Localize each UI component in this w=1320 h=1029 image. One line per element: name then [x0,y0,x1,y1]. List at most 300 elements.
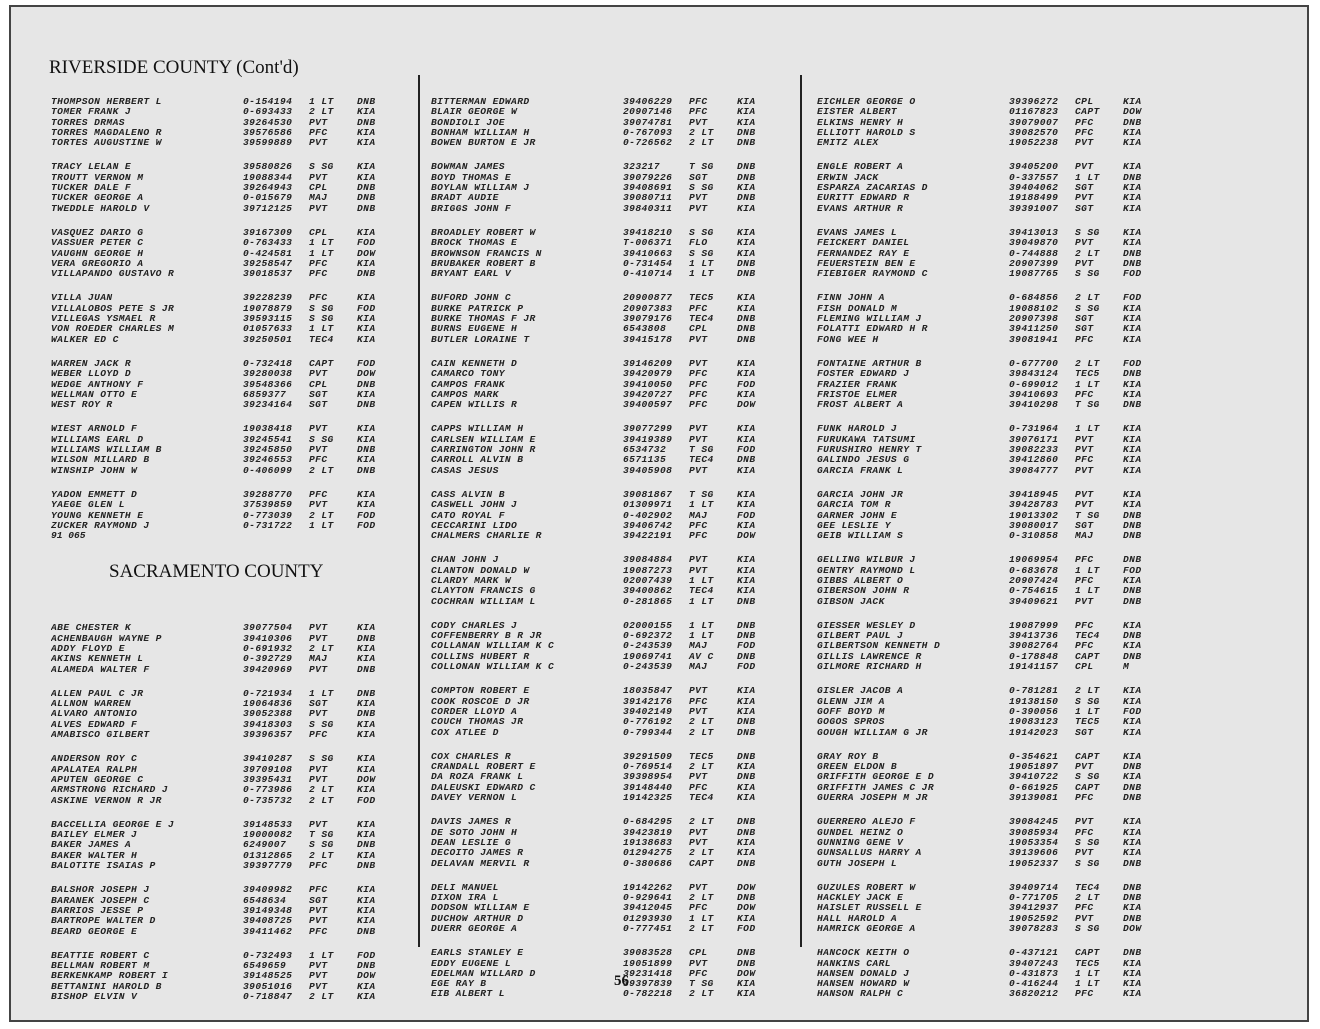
roster-entry [817,455,1157,465]
status-code: KIA [737,912,756,924]
serial-number: 0-692372 [623,630,673,642]
roster-entry [431,641,771,651]
roster-entry [817,335,1157,345]
status-code: KIA [737,106,756,118]
serial-number: 39079007 [1009,116,1059,128]
entry-group [431,686,771,737]
serial-number: 39400862 [623,585,673,597]
serial-number: 20907399 [1009,257,1059,269]
status-code: KIA [1123,902,1142,914]
serial-number: 19069954 [1009,554,1059,566]
rank: MAJ [1075,530,1094,542]
serial-number: 0-015679 [243,192,293,204]
roster-entry [431,752,771,762]
rank: 1 LT [1075,171,1100,183]
rank: TEC5 [689,750,714,762]
serial-number: 0-243539 [623,661,673,673]
soldier-name: EDELMAN WILLARD D [431,968,536,979]
soldier-name: APUTEN GEORGE C [51,774,144,785]
serial-number: 39410663 [623,247,673,259]
rank: PVT [309,980,328,992]
roster-entry [817,859,1157,869]
roster-entry [431,304,771,314]
serial-number: 39405200 [1009,161,1059,173]
status-code: DNB [737,595,756,607]
entry-group [817,817,1157,868]
serial-number: 0-437121 [1009,947,1059,959]
rank: S SG [1075,226,1100,238]
page-number: 56 [614,973,629,989]
soldier-name: WEDGE ANTHONY F [51,379,144,390]
status-code: KIA [737,499,756,511]
entry-group [817,686,1157,737]
rank: SGT [1075,323,1094,335]
status-code: KIA [357,698,376,710]
serial-number: 0-776192 [623,716,673,728]
serial-number: 39049870 [1009,237,1059,249]
roster-entry [431,859,771,869]
serial-number: 0-781281 [1009,685,1059,697]
soldier-name: DIXON IRA L [431,893,499,904]
serial-number: 39079176 [623,313,673,325]
rank: 2 LT [309,784,334,796]
roster-entry [431,424,771,434]
status-code: KIA [1123,967,1142,979]
status-code: DNB [1123,399,1142,411]
roster-column-3 [817,97,1157,1014]
status-code: KIA [357,753,376,765]
rank: FLO [689,237,708,249]
roster-entry [431,369,771,379]
status-code: DNB [737,268,756,280]
rank: PVT [1075,257,1094,269]
roster-entry [817,466,1157,476]
status-code: KIA [1123,302,1142,314]
status-code: KIA [737,519,756,531]
serial-number: 0-731454 [623,257,673,269]
roster-page [9,5,1309,1022]
soldier-name: GIBERSON JOHN R [817,586,910,597]
serial-number: 39419389 [623,433,673,445]
soldier-name: WALKER ED C [51,334,119,345]
soldier-name: CASAS JESUS [431,465,499,476]
soldier-name: BROCK THOMAS E [431,238,518,249]
roster-entry [817,969,1157,979]
serial-number: 36820212 [1009,988,1059,1000]
status-code: FOD [1123,292,1142,304]
serial-number: 19087999 [1009,619,1059,631]
status-code: KIA [1123,202,1142,214]
status-code: KIA [1123,444,1142,456]
soldier-name: CLARDY MARK W [431,575,512,586]
serial-number: 39148533 [243,818,293,830]
rank: S SG [689,182,714,194]
rank: CPL [309,182,328,194]
status-code: DNB [737,333,756,345]
soldier-name: BALOTITE ISAIAS P [51,861,156,872]
serial-number: 39228239 [243,292,293,304]
rank: PVT [689,116,708,128]
roster-entry [431,576,771,586]
status-code: DOW [737,881,756,893]
roster-entry [431,249,771,259]
serial-number: 39082233 [1009,444,1059,456]
roster-entry [817,445,1157,455]
rank: AV C [689,650,714,662]
status-code: DNB [357,708,376,720]
rank: 1 LT [309,96,334,107]
rank: PVT [689,192,708,204]
roster-column-1 [51,97,391,1016]
status-code: KIA [357,829,376,841]
status-code: DNB [737,323,756,335]
serial-number: 39840311 [623,202,673,214]
roster-entry [431,466,771,476]
status-code: KIA [357,388,376,400]
serial-number: 01057633 [243,323,293,335]
status-code: KIA [737,202,756,214]
status-code: KIA [357,884,376,896]
rank: CAPT [1075,106,1100,118]
rank: PFC [309,126,328,138]
roster-entry [817,979,1157,989]
soldier-name: COX ATLEE D [431,727,499,738]
soldier-name: GUTH JOSEPH L [817,858,898,869]
soldier-name: ASKINE VERNON R JR [51,795,162,806]
status-code: DNB [357,632,376,644]
status-code: KIA [1123,333,1142,345]
status-code: KIA [737,357,756,369]
rank: CPL [309,226,328,238]
rank: TEC5 [1075,957,1100,969]
soldier-name: WIEST ARNOLD F [51,424,138,435]
soldier-name: WILSON MILLARD B [51,455,150,466]
roster-entry [817,566,1157,576]
status-code: KIA [357,226,376,238]
serial-number: 39404062 [1009,182,1059,194]
serial-number: 0-416244 [1009,978,1059,990]
soldier-name: EISTER ALBERT [817,107,898,118]
serial-number: 39576586 [243,126,293,138]
serial-number: 39410306 [243,632,293,644]
status-code: KIA [357,653,376,665]
rank: PVT [1075,499,1094,511]
status-code: KIA [357,763,376,775]
serial-number: 39420969 [243,663,293,675]
roster-entry [817,490,1157,500]
serial-number: 19052592 [1009,912,1059,924]
serial-number: 0-773039 [243,509,293,521]
roster-entry [431,621,771,631]
status-code: KIA [1123,464,1142,476]
soldier-name: GISLER JACOB A [817,686,904,697]
serial-number: 39079226 [623,171,673,183]
rank: PVT [309,818,328,830]
entry-group [817,293,1157,344]
rank: 2 LT [309,794,334,806]
status-code: FOD [737,444,756,456]
status-code: KIA [1123,182,1142,194]
roster-entry [817,783,1157,793]
serial-number: 20907146 [623,106,673,118]
soldier-name: HANCOCK KEITH O [817,948,910,959]
serial-number: 0-691932 [243,642,293,654]
serial-number: 39149348 [243,904,293,916]
rank: PFC [1075,574,1094,586]
entry-group [51,293,391,344]
soldier-name: ELLIOTT HAROLD S [817,127,916,138]
serial-number: 39410050 [623,378,673,390]
rank: CPL [689,947,708,959]
entry-group [817,228,1157,279]
roster-entry [51,249,391,259]
rank: 1 LT [689,595,714,607]
status-code: KIA [357,323,376,335]
serial-number: 0-354621 [1009,750,1059,762]
serial-number: 39139606 [1009,847,1059,859]
status-code: DNB [357,663,376,675]
status-code: FOD [357,357,376,369]
status-code: DNB [737,619,756,631]
rank: 1 LT [689,912,714,924]
soldier-name: ESPARZA ZACARIAS D [817,183,928,194]
soldier-name: HANSEN DONALD J [817,968,910,979]
rank: PVT [309,663,328,675]
serial-number: 39408725 [243,915,293,927]
rank: PVT [1075,444,1094,456]
entry-group [431,293,771,344]
soldier-name: CAMPOS FRANK [431,379,505,390]
roster-entry [817,500,1157,510]
status-code: KIA [737,182,756,194]
roster-entry [431,380,771,390]
rank: S SG [1075,302,1100,314]
serial-number: 19083123 [1009,716,1059,728]
serial-number: 39146209 [623,357,673,369]
serial-number: 39412045 [623,902,673,914]
rank: 2 LT [689,847,714,859]
soldier-name: BARANEK JOSEPH C [51,895,150,906]
status-code: KIA [357,126,376,138]
status-code: KIA [1123,237,1142,249]
roster-entry [817,359,1157,369]
rank: CPL [1075,96,1094,107]
status-code: KIA [737,705,756,717]
riverside-roster [51,97,391,531]
rank: PFC [309,292,328,304]
serial-number: 39409714 [1009,881,1059,893]
rank: S SG [1075,771,1100,783]
roster-entry [51,269,391,279]
serial-number: 39411462 [243,925,293,937]
status-code: KIA [357,729,376,741]
rank: T SG [689,978,714,990]
soldier-name: VAUGHN GEORGE H [51,248,144,259]
roster-entry [817,521,1157,531]
status-code: KIA [1123,488,1142,500]
soldier-name: GELLING WILBUR J [817,555,916,566]
rank: 2 LT [309,849,334,861]
roster-entry [51,511,391,521]
rank: TEC4 [689,313,714,325]
rank: PFC [1075,454,1094,466]
rank: PVT [689,881,708,893]
entry-group [431,424,771,475]
soldier-name: GARNER JOHN E [817,510,898,521]
roster-entry [431,435,771,445]
serial-number: 19138150 [1009,695,1059,707]
serial-number: 01309971 [623,499,673,511]
serial-number: 39051016 [243,980,293,992]
soldier-name: ACHENBAUGH WAYNE P [51,633,162,644]
soldier-name: TROUTT VERNON M [51,172,144,183]
roster-entry [431,979,771,989]
serial-number: 39412860 [1009,454,1059,466]
soldier-name: CLAYTON FRANCIS G [431,586,536,597]
entry-group [817,359,1157,410]
soldier-name: COLLANAN WILLIAM K C [431,641,555,652]
roster-entry [431,390,771,400]
status-code: DNB [357,192,376,204]
rank: TEC4 [689,585,714,597]
roster-entry [431,173,771,183]
serial-number: 39405908 [623,464,673,476]
soldier-name: ERWIN JACK [817,172,879,183]
rank: CPL [689,323,708,335]
soldier-name: ALVARO ANTONIO [51,709,138,720]
serial-number: 02007439 [623,574,673,586]
serial-number: 19087765 [1009,268,1059,280]
serial-number: 39018537 [243,268,293,280]
status-code: KIA [737,226,756,238]
status-code: DNB [1123,585,1142,597]
status-code: DNB [737,171,756,183]
entry-group [431,228,771,279]
serial-number: 0-684856 [1009,292,1059,304]
status-code: KIA [1123,640,1142,652]
soldier-name: COUCH THOMAS JR [431,717,524,728]
soldier-name: GRAY ROY B [817,751,879,762]
rank: SGT [1075,726,1094,738]
soldier-name: ANDERSON ROY C [51,754,138,765]
status-code: KIA [1123,978,1142,990]
serial-number: 19053354 [1009,836,1059,848]
serial-number: 39410693 [1009,388,1059,400]
soldier-name: BACCELLIA GEORGE E J [51,819,175,830]
roster-entry [817,304,1157,314]
serial-number: 0-390056 [1009,705,1059,717]
serial-number: 0-392729 [243,653,293,665]
roster-entry [817,249,1157,259]
serial-number: 0-731964 [1009,423,1059,435]
rank: PVT [309,171,328,183]
roster-entry [51,896,391,906]
status-code: KIA [357,488,376,500]
roster-entry [431,903,771,913]
soldier-name: ALVES EDWARD F [51,719,138,730]
rank: 2 LT [1075,357,1100,369]
entry-group [431,948,771,999]
rank: TEC4 [689,792,714,804]
rank: 2 LT [689,816,714,828]
rank: 1 LT [309,247,334,259]
serial-number: 0-699012 [1009,378,1059,390]
roster-entry [51,490,391,500]
rank: PVT [1075,912,1094,924]
roster-entry [817,924,1157,934]
status-code: DOW [357,368,376,380]
serial-number: 19088102 [1009,302,1059,314]
roster-entry [431,566,771,576]
serial-number: 19088344 [243,171,293,183]
soldier-name: HANSEN HOWARD W [817,979,910,990]
soldier-name: VON ROEDER CHARLES M [51,324,175,335]
status-code: DNB [737,454,756,466]
soldier-name: HANSON RALPH C [817,989,904,1000]
serial-number: 19000082 [243,829,293,841]
soldier-name: WARREN JACK R [51,358,132,369]
serial-number: 39080017 [1009,519,1059,531]
roster-entry [817,531,1157,541]
rank: PFC [689,530,708,542]
status-code: KIA [357,333,376,345]
rank: PVT [309,137,328,149]
serial-number: 0-406099 [243,464,293,476]
soldier-name: GILBERT PAUL J [817,631,904,642]
status-code: DNB [1123,792,1142,804]
serial-number: 0-380686 [623,857,673,869]
rank: PFC [689,378,708,390]
roster-entry [431,924,771,934]
roster-entry [51,183,391,193]
status-code: KIA [737,685,756,697]
roster-entry [51,992,391,1002]
serial-number: 39081867 [623,488,673,500]
rank: T SG [1075,399,1100,411]
roster-entry [817,204,1157,214]
soldier-name: WEBER LLOYD D [51,369,132,380]
roster-entry [431,455,771,465]
rank: 1 LT [689,257,714,269]
serial-number: 39413013 [1009,226,1059,238]
serial-number: 39412937 [1009,902,1059,914]
roster-entry [817,762,1157,772]
roster-entry [431,359,771,369]
rank: 2 LT [689,137,714,149]
status-code: DNB [357,464,376,476]
status-code: KIA [737,695,756,707]
serial-number: 39084777 [1009,464,1059,476]
roster-entry [817,400,1157,410]
status-code: DNB [737,816,756,828]
roster-entry [431,445,771,455]
soldier-name: COMPTON ROBERT E [431,686,530,697]
status-code: DNB [357,378,376,390]
rank: PFC [309,257,328,269]
serial-number: 39397779 [243,860,293,872]
soldier-name: BRIGGS JOHN F [431,203,512,214]
status-code: KIA [1123,726,1142,738]
sacramento-roster [51,623,391,1002]
rank: MAJ [309,653,328,665]
status-code: KIA [1123,619,1142,631]
rank: S SG [1075,836,1100,848]
serial-number: 0-777451 [623,923,673,934]
status-code: KIA [1123,378,1142,390]
rank: 1 LT [1075,978,1100,990]
status-code: DNB [737,630,756,642]
rank: PVT [309,499,328,511]
